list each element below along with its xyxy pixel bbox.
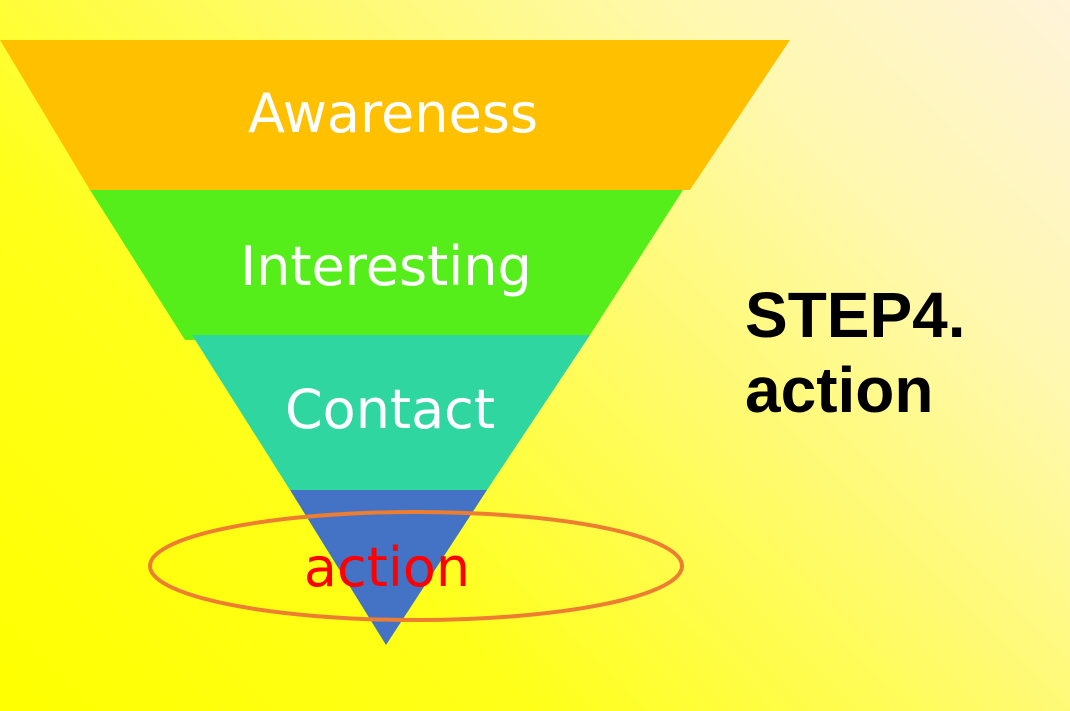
step-caption bbox=[745, 278, 1045, 428]
funnel-label-action: action bbox=[303, 536, 471, 599]
funnel-label-contact: Contact bbox=[284, 378, 496, 441]
funnel-label-awareness: Awareness bbox=[248, 82, 538, 145]
step-title: STEP4. bbox=[745, 279, 966, 351]
step-subtitle: action bbox=[745, 354, 934, 426]
funnel-label-interesting: Interesting bbox=[240, 235, 532, 298]
